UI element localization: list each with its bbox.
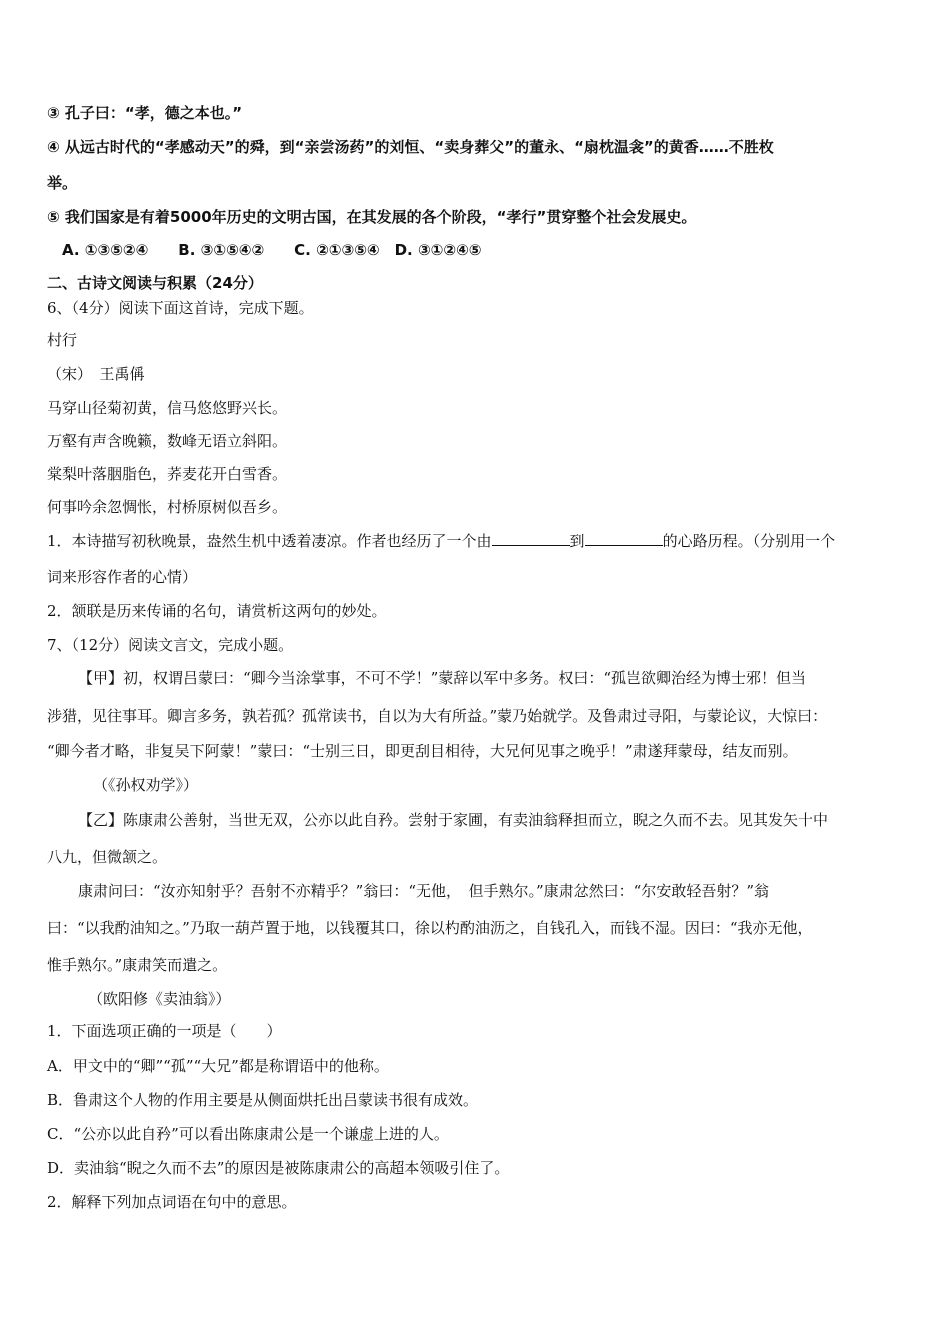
option-b: B．鲁肃这个人物的作用主要是从侧面烘托出吕蒙读书很有成效。 [47, 1091, 479, 1109]
passage-jia-line2: 涉猎，见往事耳。卿言多务，孰若孤？孤常读书，自以为大有所益。”蒙乃始就学。及鲁肃过寻阳，与蒙论议，大惊曰： [47, 707, 828, 725]
q6-1-text-mid: 到 [569, 532, 585, 550]
item-4-line2: 举。 [47, 174, 78, 192]
passage-yi-line2: 八九，但微颔之。 [47, 848, 168, 866]
poem-line: 万壑有声含晚籁，数峰无语立斜阳。 [47, 432, 288, 450]
passage-jia-source: （《孙权劝学》） [93, 776, 199, 794]
section-2-heading: 二、古诗文阅读与积累（24分） [47, 274, 263, 292]
poem-title: 村行 [47, 331, 78, 349]
question-6-2: 2．颔联是历来传诵的名句，请赏析这两句的妙处。 [47, 602, 387, 620]
q6-1-text-post: 的心路历程。（分别用一个 [662, 532, 836, 550]
option-a: A．甲文中的“卿”“孤”“大兄”都是称谓语中的他称。 [47, 1057, 389, 1075]
poem-line: 何事吟余忽惆怅，村桥原树似吾乡。 [47, 498, 288, 516]
passage-jia-line3: “卿今者才略，非复吴下阿蒙！”蒙曰：“士别三日，即更刮目相待，大兄何见事之晚乎！”肃遂拜蒙母，结友而别。 [47, 742, 798, 760]
passage-yi-line5: 惟手熟尔。”康肃笑而遣之。 [47, 956, 228, 974]
passage-jia-line1: 【甲】初，权谓吕蒙曰：“卿今当涂掌事，不可不学！”蒙辞以军中多务。权曰：“孤岂欲卿治经为博士邪！但当 [78, 669, 807, 687]
option-d: D．卖油翁“睨之久而不去”的原因是被陈康肃公的高超本领吸引住了。 [47, 1159, 510, 1177]
poem-line: 马穿山径菊初黄，信马悠悠野兴长。 [47, 399, 288, 417]
question-7: 7、（12分）阅读文言文，完成小题。 [47, 636, 294, 654]
poem-author: （宋） 王禹偁 [47, 365, 145, 383]
poem-line: 棠梨叶落胭脂色，荞麦花开白雪香。 [47, 465, 288, 483]
answer-blank-2[interactable] [585, 531, 663, 546]
q6-1-text-pre: 1．本诗描写初秋晚景，盎然生机中透着凄凉。作者也经历了一个由 [47, 532, 492, 550]
question-6: 6、（4分）阅读下面这首诗，完成下题。 [47, 299, 314, 317]
option-c: C．“公亦以此自矜”可以看出陈康肃公是一个谦虚上进的人。 [47, 1125, 449, 1143]
answer-blank-1[interactable] [492, 531, 570, 546]
item-4-line1: ④ 从远古时代的“孝感动天”的舜，到“亲尝汤药”的刘恒、“卖身葬父”的董永、“扇枕温衾”的黄香……不胜枚 [47, 138, 774, 156]
passage-yi-line4: 曰：“以我酌油知之。”乃取一葫芦置于地，以钱覆其口，徐以杓酌油沥之，自钱孔入，而钱不湿。因曰：“我亦无他， [47, 919, 813, 937]
question-7-1: 1．下面选项正确的一项是（ ） [47, 1022, 282, 1040]
question-6-1 [47, 531, 835, 551]
question-7-2: 2．解释下列加点词语在句中的意思。 [47, 1193, 297, 1211]
passage-yi-line1: 【乙】陈康肃公善射，当世无双，公亦以此自矜。尝射于家圃，有卖油翁释担而立，睨之久而不去。见其发矢十中 [78, 811, 829, 829]
passage-yi-source: （欧阳修《卖油翁》） [88, 990, 231, 1008]
item-3: ③ 孔子曰：“孝，德之本也。” [47, 104, 243, 122]
question-6-1-cont: 词来形容作者的心情） [47, 568, 198, 586]
answer-options: A. ①③⑤②④ B. ③①⑤④② C. ②①③⑤④ D. ③①②④⑤ [62, 241, 482, 259]
passage-yi-line3: 康肃问曰：“汝亦知射乎？吾射不亦精乎？”翁曰：“无他， 但手熟尔。”康肃忿然曰：“尔安敢轻吾射？”翁 [78, 882, 770, 900]
item-5: ⑤ 我们国家是有着5000年历史的文明古国，在其发展的各个阶段，“孝行”贯穿整个社会发展史。 [47, 208, 697, 226]
